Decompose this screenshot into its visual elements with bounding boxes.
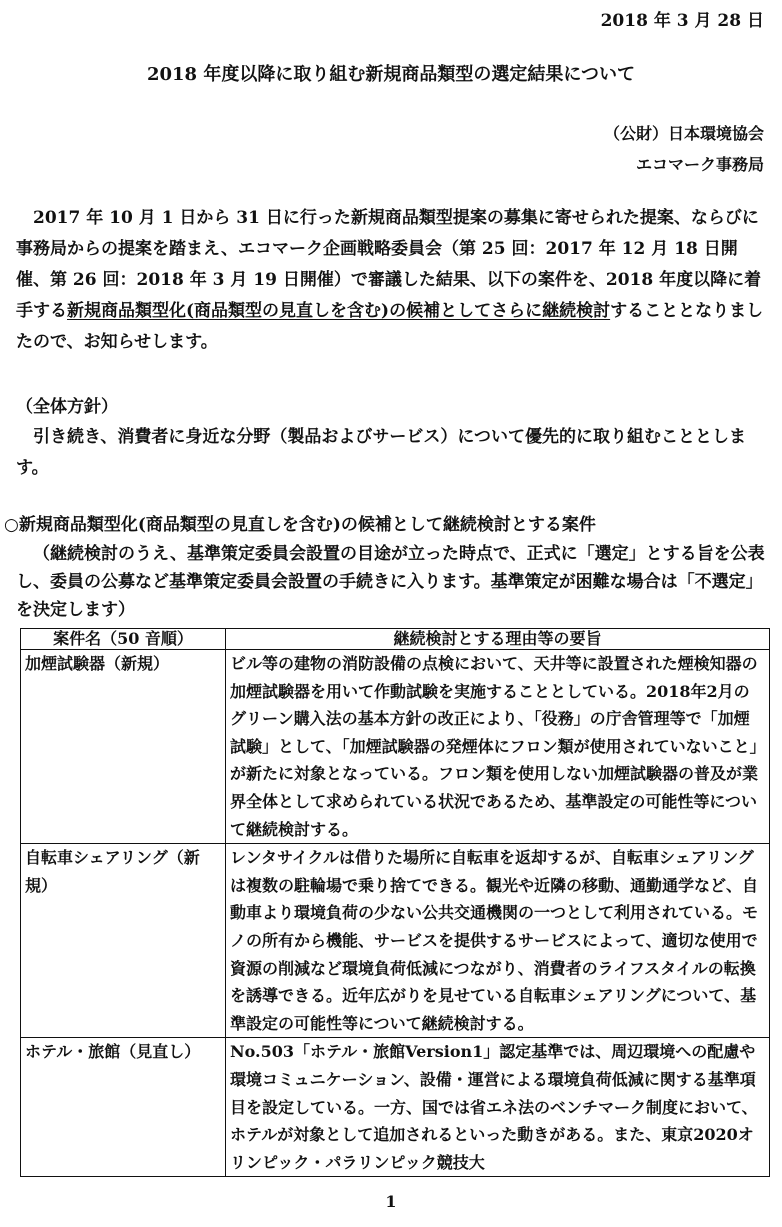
- case-name-cell: 加煙試験器（新規）: [21, 650, 226, 844]
- case-reason-cell: レンタサイクルは借りた場所に自転車を返却するが、自転車シェアリングは複数の駐輪場で乗り捨てできる。観光や近隣の移動、通勤通学など、自動車より環境負荷の少ない公共交通機関の一つとして利用されている。モノの所有から機能、サービスを提供するサービスによって、適切な使用で資源の削減など環境負荷低減につながり、消費者のライフスタイルの転換を誘導できる。近年広がりを見せている自転車シェアリングについて、基準設定の可能性等について継続検討する。: [226, 844, 770, 1038]
- intro-underlined-text: 新規商品類型化(商品類型の見直しを含む)の候補としてさらに継続検討: [67, 301, 611, 321]
- issuer-organization: （公財）日本環境協会: [603, 124, 764, 143]
- case-name-cell: ホテル・旅館（見直し）: [21, 1038, 226, 1177]
- document-title: 2018 年度以降に取り組む新規商品類型の選定結果について: [146, 64, 635, 85]
- table-row: [21, 1038, 770, 1177]
- intro-paragraph: [16, 203, 768, 358]
- cases-table: [20, 628, 770, 1177]
- document-date: 2018 年 3 月 28 日: [600, 11, 764, 31]
- policy-paragraph: 引き続き、消費者に身近な分野（製品およびサービス）について優先的に取り組むこととします。: [16, 427, 746, 478]
- table-row: [21, 844, 770, 1038]
- section-note: （継続検討のうえ、基準策定委員会設置の目途が立った時点で、正式に「選定」とする旨を公表し、委員の公募など基準策定委員会設置の手続きに入ります。基準策定が困難な場合は「不選定」を決定します）: [16, 544, 765, 620]
- table-header-row: [21, 629, 770, 650]
- section-heading: ○新規商品類型化(商品類型の見直しを含む)の候補として継続検討とする案件: [4, 515, 596, 535]
- policy-heading: （全体方針）: [16, 397, 118, 417]
- table-row: [21, 650, 770, 844]
- intro-text: 2017 年 10 月 1 日から 31 日に行った新規商品類型提案の募集に寄せられた提案、ならびに事務局からの提案を踏まえ、エコマーク企画戦略委員会（第 25 回：2017 年 12 月 18 日開催、第 26 回：2018 年 3 月 19 日開催）で審議した結果、以下の案件を、2018 年度以降に着手する: [16, 208, 762, 321]
- intro-text-end: することとなりましたので、お知らせします。: [16, 301, 764, 352]
- page-number: 1: [385, 1192, 397, 1211]
- issuer-office: エコマーク事務局: [635, 155, 764, 174]
- issuer-block: [604, 118, 764, 180]
- column-header-reason: 継続検討とする理由等の要旨: [226, 629, 770, 650]
- case-reason-cell: ビル等の建物の消防設備の点検において、天井等に設置された煙検知器の加煙試験器を用いて作動試験を実施することとしている。2018年2月のグリーン購入法の基本方針の改正により、「役務」の庁舎管理等で「加煙試験」として、「加煙試験器の発煙体にフロン類が使用されていないこと」が新たに対象となっている。フロン類を使用しない加煙試験器の普及が業界全体として求められている状況であるため、基準設定の可能性等について継続検討する。: [226, 650, 770, 844]
- case-name-cell: 自転車シェアリング（新規）: [21, 844, 226, 1038]
- column-header-case-name: 案件名（50 音順）: [21, 629, 226, 650]
- case-reason-cell: No.503「ホテル・旅館Version1」認定基準では、周辺環境への配慮や環境コミュニケーション、設備・運営による環境負荷低減に関する基準項目を設定している。一方、国では省エネ法のベンチマーク制度において、ホテルが対象として追加されるといった動きがある。また、東京2020オリンピック・パラリンピック競技大: [226, 1038, 770, 1177]
